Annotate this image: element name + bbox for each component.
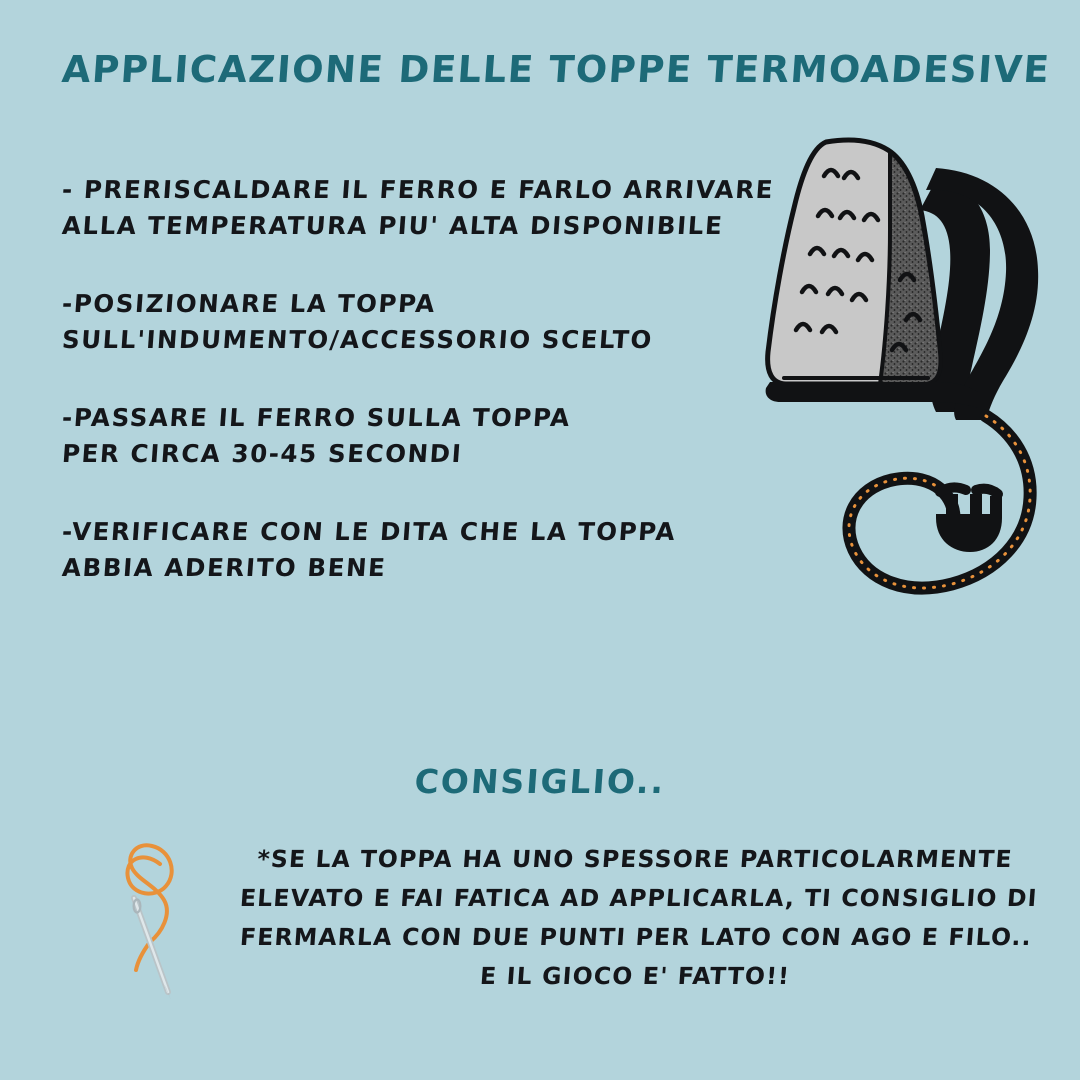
tip-line: ELEVATO E FAI FATICA AD APPLICARLA, TI CONSIGLIO DI [239, 884, 1039, 912]
step-line: PER CIRCA 30-45 SECONDI [61, 439, 464, 468]
needle-icon [108, 820, 238, 1010]
list-item [62, 514, 722, 586]
tip-paragraph [239, 840, 1039, 996]
step-line: -VERIFICARE CON LE DITA CHE LA TOPPA [61, 517, 678, 546]
step-line: ALLA TEMPERATURA PIU' ALTA DISPONIBILE [61, 211, 725, 240]
tip-line: *SE LA TOPPA HA UNO SPESSORE PARTICOLARMENTE [256, 845, 1014, 873]
steps-list [61, 172, 776, 628]
step-line: -POSIZIONARE LA TOPPA [61, 289, 437, 318]
step-line: SULL'INDUMENTO/ACCESSORIO SCELTO [61, 325, 654, 354]
step-line: ABBIA ADERITO BENE [61, 553, 388, 582]
iron-illustration [740, 120, 1060, 650]
list-item [61, 172, 776, 244]
step-line: -PASSARE IL FERRO SULLA TOPPA [61, 403, 572, 432]
tip-line: E IL GIOCO E' FATTO!! [479, 962, 791, 990]
page-title: APPLICAZIONE DELLE TOPPE TERMOADESIVE [60, 48, 1052, 91]
list-item [62, 400, 722, 472]
list-item [62, 286, 722, 358]
tip-heading: CONSIGLIO.. [413, 762, 667, 801]
tip-line: FERMARLA CON DUE PUNTI PER LATO CON AGO E FILO.. [239, 923, 1033, 951]
step-line: - PRERISCALDARE IL FERRO E FARLO ARRIVARE [61, 175, 776, 204]
